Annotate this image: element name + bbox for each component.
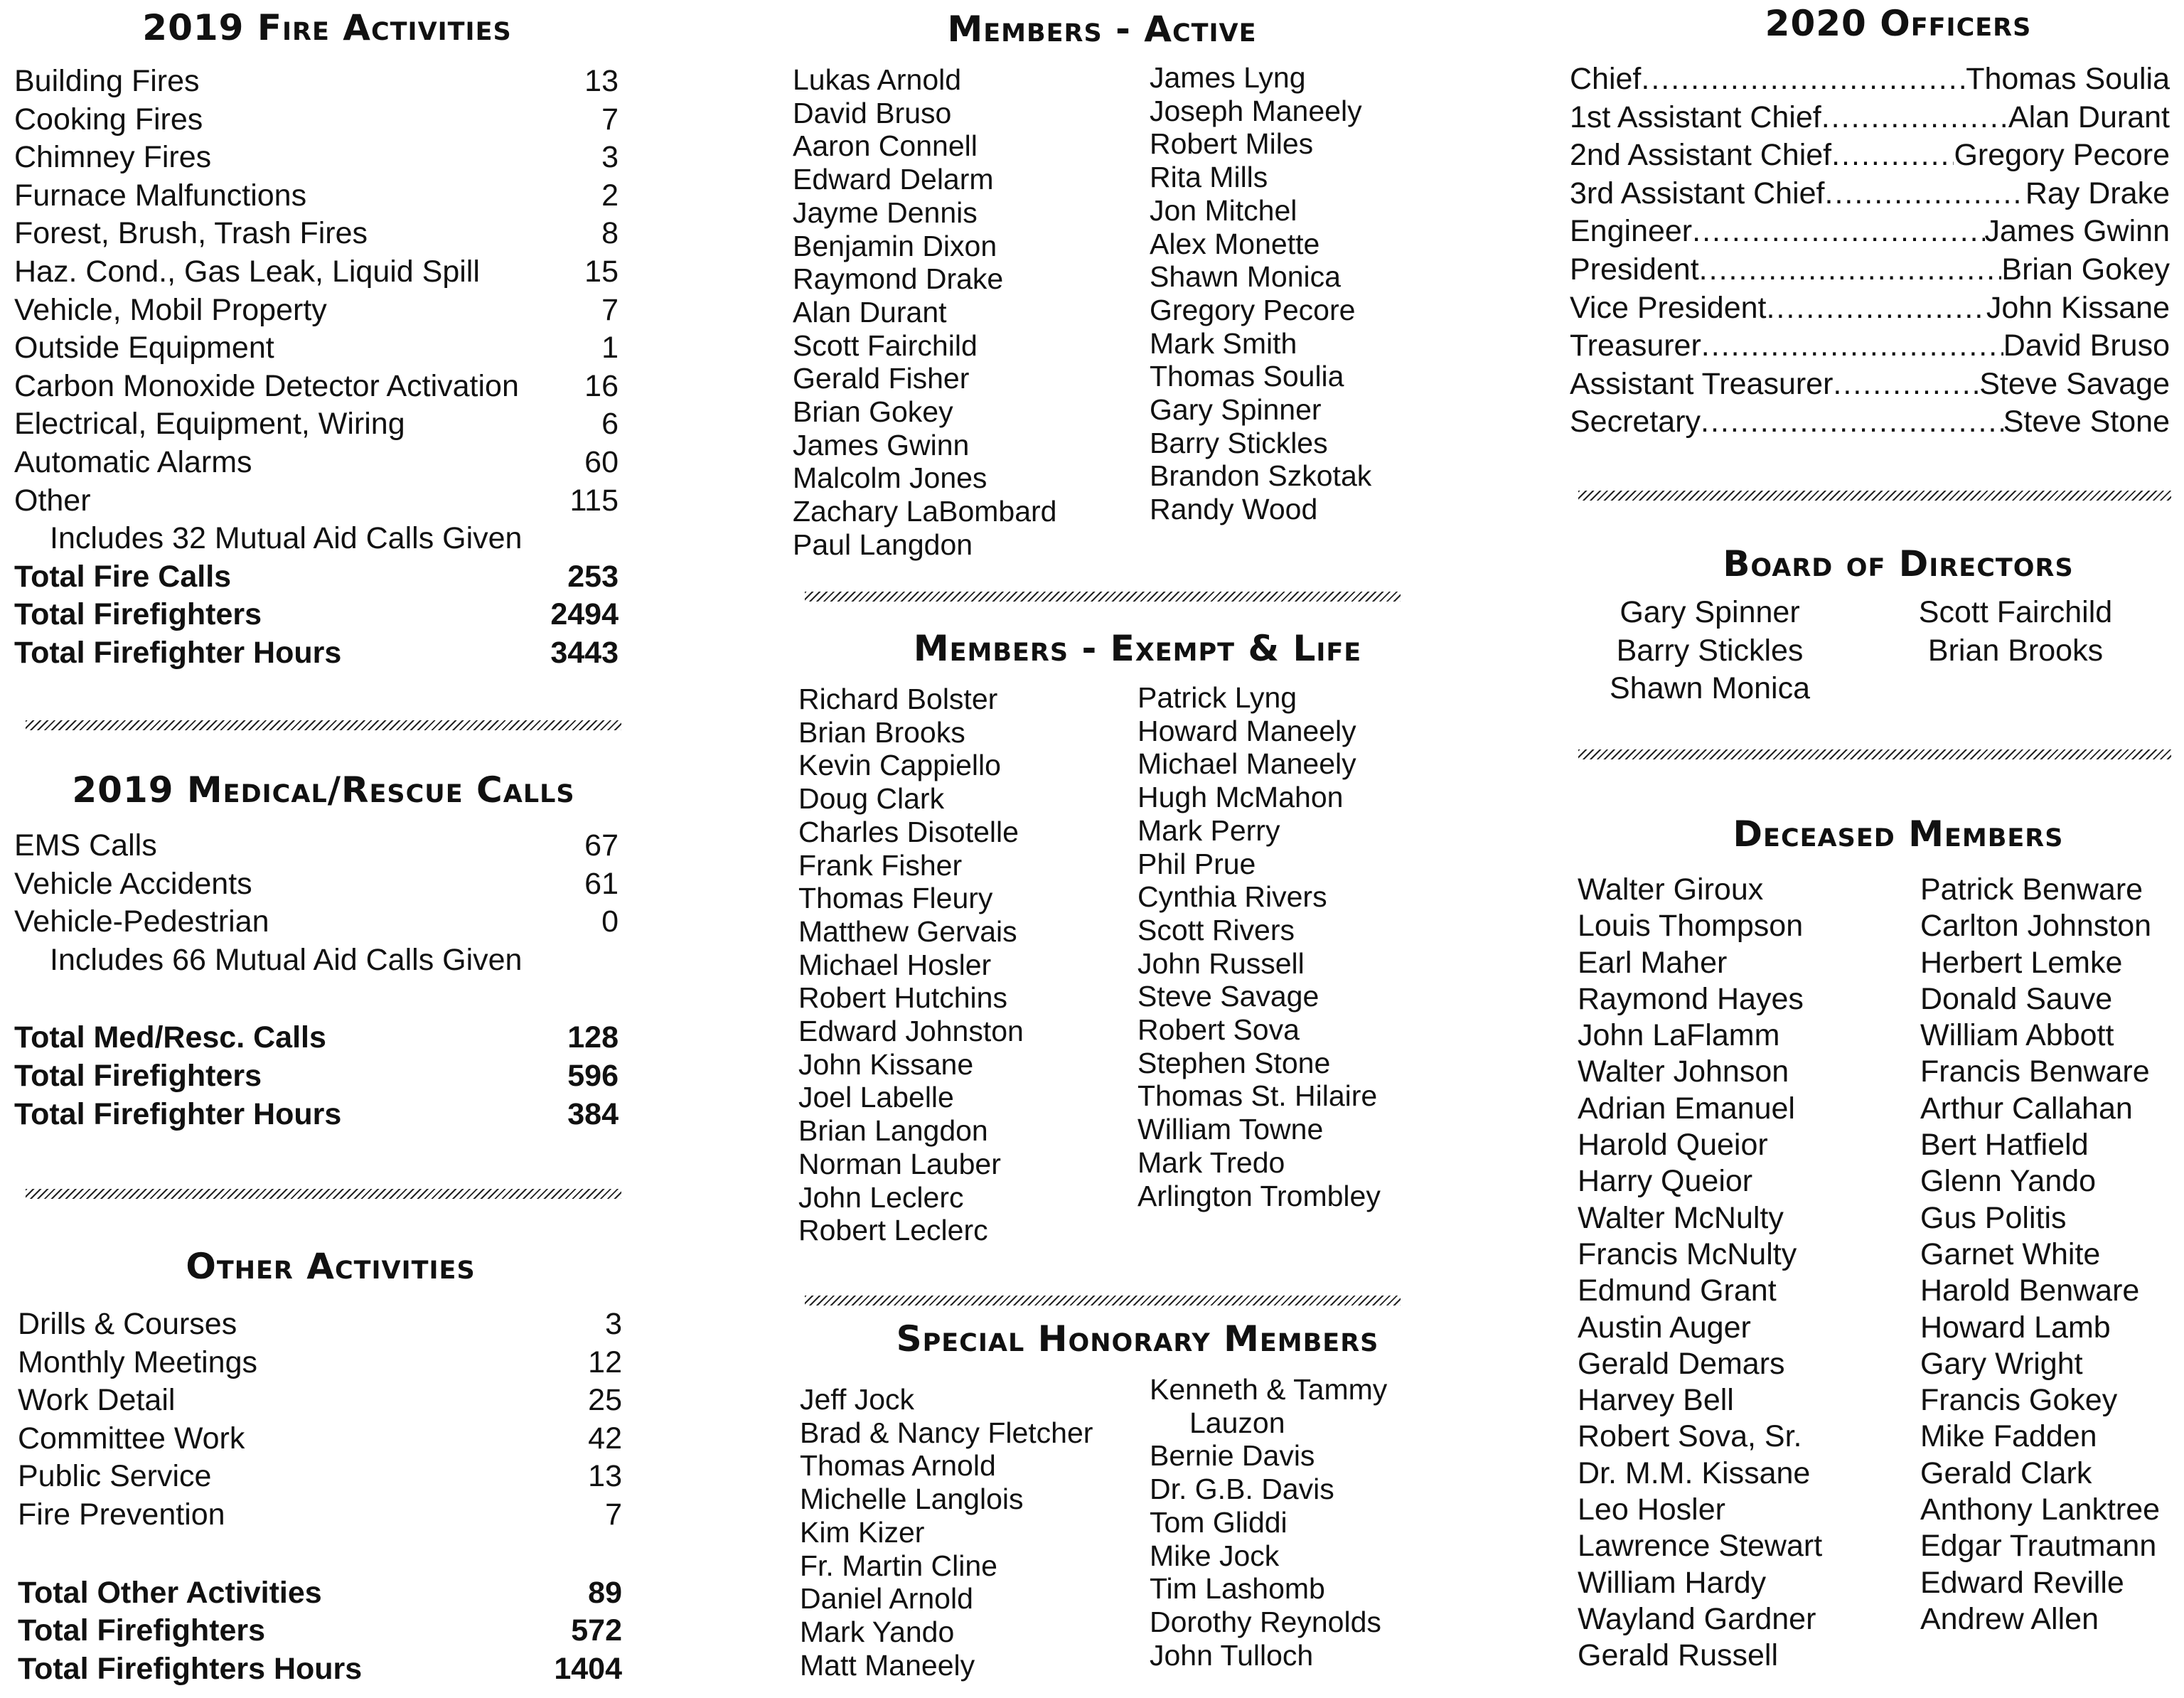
stat-row: [14, 101, 619, 139]
member-name: Daniel Arnold: [800, 1582, 973, 1616]
officer-role: 2nd Assistant Chief: [1570, 138, 1832, 173]
member-name: William Hardy: [1578, 1565, 1767, 1600]
stat-label: Outside Equipment: [14, 331, 274, 365]
member-name: Garnet White: [1920, 1237, 2101, 1271]
member-name: Francis Gokey: [1920, 1383, 2118, 1418]
leader-dots: [1825, 175, 2025, 213]
member-name: Gregory Pecore: [1150, 293, 1356, 326]
member-name: Charles Disotelle: [798, 815, 1019, 848]
officer-row: [1570, 213, 2170, 251]
member-name: Jayme Dennis: [793, 196, 978, 229]
stat-row: [14, 444, 619, 482]
officer-role: 1st Assistant Chief: [1570, 100, 1821, 134]
stat-value: 1: [601, 331, 619, 365]
member-name: Kenneth & Tammy: [1150, 1373, 1388, 1406]
member-name: Gerald Clark: [1920, 1456, 2092, 1490]
section-divider: [805, 592, 1401, 602]
total-row: [18, 1612, 622, 1650]
member-name: John Tulloch: [1150, 1638, 1314, 1672]
member-name: Michael Maneely: [1138, 747, 1356, 781]
stat-row: [14, 368, 619, 406]
member-name: Francis Benware: [1920, 1054, 2150, 1089]
stat-row: [14, 329, 619, 368]
stat-row: [14, 177, 619, 215]
active-members-col2: [1150, 61, 1371, 526]
stat-row: [14, 827, 619, 865]
stat-value: 0: [601, 904, 619, 939]
member-name: Mike Jock: [1150, 1539, 1280, 1572]
officer-name: Steve Stone: [2003, 405, 2170, 439]
member-name: Brian Brooks: [798, 715, 965, 749]
officer-row: [1570, 403, 2170, 442]
stat-value: 3443: [550, 635, 619, 670]
member-name: Kim Kizer: [800, 1515, 925, 1549]
member-name: Dr. G.B. Davis: [1150, 1473, 1334, 1506]
stat-label: Other: [14, 483, 91, 518]
officer-row: [1570, 365, 2170, 404]
stat-label: Building Fires: [14, 64, 200, 98]
member-name: Cynthia Rivers: [1138, 880, 1327, 914]
stat-value: 596: [567, 1058, 619, 1093]
stat-value: 7: [601, 292, 619, 327]
stat-value: 572: [571, 1613, 622, 1648]
member-name: Gary Wright: [1920, 1346, 2083, 1381]
spacer: [14, 979, 619, 1019]
honorary-members-col1: [800, 1383, 1093, 1682]
stat-value: 128: [567, 1020, 619, 1055]
stat-value: 253: [567, 559, 619, 594]
member-name: Zachary LaBombard: [793, 495, 1057, 528]
member-name: Brian Langdon: [798, 1114, 988, 1148]
member-name: Doug Clark: [798, 782, 945, 816]
stat-row: [14, 865, 619, 904]
member-name: Barry Stickles: [1150, 426, 1328, 459]
member-name: Howard Lamb: [1920, 1310, 2111, 1345]
stat-row: [14, 139, 619, 177]
member-name: Tom Gliddi: [1150, 1505, 1288, 1539]
member-name: Harvey Bell: [1578, 1383, 1734, 1418]
officer-row: [1570, 60, 2170, 99]
member-name: Mike Fadden: [1920, 1419, 2097, 1454]
stat-row: [18, 1420, 622, 1458]
member-name: Leo Hosler: [1578, 1493, 1725, 1527]
member-name: Arthur Callahan: [1920, 1091, 2133, 1126]
member-name: John Leclerc: [798, 1180, 964, 1214]
total-row: [14, 1057, 619, 1096]
member-name: Robert Sova: [1138, 1013, 1300, 1047]
member-name: Rita Mills: [1150, 161, 1268, 194]
stat-label: Forest, Brush, Trash Fires: [14, 216, 368, 251]
member-name: Austin Auger: [1578, 1310, 1751, 1345]
member-name: William Abbott: [1920, 1018, 2114, 1053]
member-name: Frank Fisher: [798, 848, 963, 882]
officer-row: [1570, 175, 2170, 213]
stat-value: 6: [601, 407, 619, 442]
officer-role: Assistant Treasurer: [1570, 366, 1834, 401]
officer-name: David Bruso: [2003, 329, 2170, 363]
total-row: [14, 634, 619, 673]
member-name: Walter Johnson: [1578, 1054, 1789, 1089]
member-name: Gerald Fisher: [793, 362, 970, 395]
exempt-members-col1: [798, 683, 1024, 1247]
leader-dots: [1821, 99, 2008, 137]
officer-name: John Kissane: [1986, 290, 2170, 325]
member-name: Robert Miles: [1150, 127, 1314, 161]
member-name: Walter Giroux: [1578, 872, 1764, 907]
officer-role: Treasurer: [1570, 329, 1701, 363]
member-name: William Towne: [1138, 1113, 1324, 1146]
stat-value: 42: [588, 1421, 622, 1456]
member-name: Howard Maneely: [1138, 714, 1356, 747]
stat-row: [14, 903, 619, 941]
member-name: Patrick Benware: [1920, 872, 2143, 907]
member-name: Wayland Gardner: [1578, 1601, 1816, 1636]
member-name: Harry Queior: [1578, 1164, 1753, 1199]
member-name: Matthew Gervais: [798, 914, 1017, 948]
officer-role: Chief: [1570, 62, 1642, 96]
leader-dots: [1641, 60, 1966, 99]
member-name: Randy Wood: [1150, 493, 1318, 526]
stat-row: [14, 405, 619, 444]
director-name: Scott Fairchild: [1918, 595, 2113, 629]
section-divider: [805, 1296, 1401, 1305]
officers-title: 2020 Officers: [1765, 3, 2032, 44]
spacer: [18, 1534, 622, 1574]
member-name: Edgar Trautmann: [1920, 1529, 2157, 1564]
stat-value: 61: [584, 866, 619, 901]
member-name: John Russell: [1138, 946, 1305, 980]
stat-label: EMS Calls: [14, 828, 157, 863]
member-name: Mark Perry: [1138, 813, 1280, 847]
stat-row: [18, 1458, 622, 1496]
member-name: Scott Fairchild: [793, 329, 978, 362]
member-name: Brandon Szkotak: [1150, 459, 1372, 493]
leader-dots: [1701, 327, 2003, 365]
stat-label: Total Firefighters Hours: [18, 1651, 363, 1686]
total-row: [14, 1019, 619, 1057]
stat-value: 13: [588, 1459, 622, 1494]
stat-label: Total Fire Calls: [14, 559, 232, 594]
stat-row: [18, 1382, 622, 1420]
stat-value: 3: [605, 1307, 622, 1341]
member-name: Richard Bolster: [798, 683, 998, 715]
member-name: Robert Leclerc: [798, 1214, 988, 1247]
member-name: Thomas Fleury: [798, 882, 993, 915]
member-name: David Bruso: [793, 96, 952, 129]
member-name: Thomas Arnold: [800, 1449, 996, 1483]
member-name: Brian Gokey: [793, 395, 953, 429]
member-name: Alan Durant: [793, 295, 947, 329]
member-name: Lauzon: [1189, 1406, 1285, 1439]
member-name: Bert Hatfield: [1920, 1128, 2089, 1163]
member-name: Lukas Arnold: [793, 63, 962, 96]
director-name: Shawn Monica: [1609, 671, 1811, 706]
stat-row: [18, 1344, 622, 1382]
board-col2: [1863, 594, 2168, 708]
officer-name: Gregory Pecore: [1954, 138, 2170, 173]
member-name: Carlton Johnston: [1920, 909, 2152, 944]
stat-row: [14, 292, 619, 330]
stat-label: Chimney Fires: [14, 140, 212, 175]
leader-dots: [1701, 403, 2003, 442]
total-row: [14, 1096, 619, 1134]
board-col1: [1557, 594, 1863, 708]
stat-row: [14, 215, 619, 253]
section-divider: [1578, 749, 2171, 759]
stat-label: Total Firefighters: [18, 1613, 266, 1648]
member-name: Paul Langdon: [793, 528, 973, 561]
leader-dots: [1833, 365, 1979, 404]
member-name: John Kissane: [798, 1047, 974, 1081]
stat-label: Total Firefighters: [14, 1058, 262, 1093]
director-name: Brian Brooks: [1927, 633, 2104, 668]
exempt-members-title: Members - Exempt & Life: [913, 628, 1362, 669]
leader-dots: [1699, 251, 2002, 289]
member-name: Andrew Allen: [1920, 1601, 2099, 1636]
member-name: Fr. Martin Cline: [800, 1549, 997, 1582]
stat-value: 89: [588, 1575, 622, 1610]
stat-label: Furnace Malfunctions: [14, 178, 307, 213]
member-name: Adrian Emanuel: [1578, 1091, 1795, 1126]
member-name: Raymond Hayes: [1578, 981, 1804, 1016]
exempt-members-col2: [1138, 681, 1381, 1212]
stat-value: 16: [584, 368, 619, 403]
stat-value: 384: [567, 1096, 619, 1131]
member-name: Lawrence Stewart: [1578, 1529, 1823, 1564]
board-title: Board of Directors: [1723, 543, 2074, 584]
active-members-col1: [793, 63, 1056, 562]
stat-value: 7: [601, 102, 619, 137]
stat-label: Haz. Cond., Gas Leak, Liquid Spill: [14, 254, 480, 289]
member-name: Benjamin Dixon: [793, 229, 997, 262]
officer-row: [1570, 289, 2170, 328]
stat-label: Monthly Meetings: [18, 1345, 257, 1379]
honorary-members-col2: [1150, 1373, 1387, 1672]
stat-value: 115: [569, 483, 619, 518]
member-name: Joseph Maneely: [1150, 94, 1362, 127]
member-name: Louis Thompson: [1578, 909, 1804, 944]
stat-value: 60: [584, 444, 619, 479]
member-name: James Gwinn: [793, 428, 970, 461]
member-name: Earl Maher: [1578, 945, 1728, 980]
stat-value: 2494: [550, 597, 619, 632]
member-name: Patrick Lyng: [1138, 681, 1297, 714]
stat-label: Work Detail: [18, 1383, 176, 1418]
stat-row: [18, 1496, 622, 1534]
honorary-members-title: Special Honorary Members: [896, 1318, 1379, 1360]
stat-value: 8: [601, 216, 619, 251]
member-name: Stephen Stone: [1138, 1046, 1331, 1079]
fire-activities-list: [14, 63, 619, 673]
member-name: Francis McNulty: [1578, 1237, 1797, 1271]
deceased-col1: [1578, 872, 1822, 1675]
member-name: Gus Politis: [1920, 1200, 2067, 1235]
stat-value: 2: [601, 178, 619, 213]
other-activities-list: [18, 1305, 622, 1688]
member-name: Malcolm Jones: [793, 461, 987, 495]
fire-activities-title: 2019 Fire Activities: [142, 7, 512, 48]
member-name: Michelle Langlois: [800, 1483, 1024, 1516]
leader-dots: [1766, 289, 1986, 328]
officer-name: Alan Durant: [2008, 100, 2170, 134]
officer-role: 3rd Assistant Chief: [1570, 176, 1825, 210]
member-name: Alex Monette: [1150, 227, 1320, 260]
member-name: Donald Sauve: [1920, 981, 2113, 1016]
member-name: Phil Prue: [1138, 847, 1256, 880]
member-name: Harold Benware: [1920, 1274, 2140, 1308]
member-name: Scott Rivers: [1138, 913, 1295, 946]
member-name: Norman Lauber: [798, 1147, 1001, 1180]
mutual-aid-note: Includes 32 Mutual Aid Calls Given: [50, 521, 523, 556]
member-name: Thomas Soulia: [1150, 360, 1344, 393]
member-name: Mark Smith: [1150, 326, 1297, 360]
stat-label: Committee Work: [18, 1421, 245, 1456]
member-name: Robert Sova, Sr.: [1578, 1419, 1802, 1454]
officer-role: Engineer: [1570, 214, 1693, 249]
stat-label: Total Med/Resc. Calls: [14, 1020, 326, 1055]
member-name: Thomas St. Hilaire: [1138, 1079, 1378, 1113]
officer-name: Steve Savage: [1979, 366, 2170, 401]
officer-name: Brian Gokey: [2001, 252, 2170, 287]
officer-role: Vice President: [1570, 290, 1767, 325]
active-members-title: Members - Active: [947, 9, 1257, 50]
member-name: Michael Hosler: [798, 948, 992, 981]
member-name: Raymond Drake: [793, 262, 1004, 296]
member-name: Dorothy Reynolds: [1150, 1605, 1381, 1638]
mutual-aid-note: Includes 66 Mutual Aid Calls Given: [50, 942, 523, 977]
stat-label: Cooking Fires: [14, 102, 203, 137]
officer-role: President: [1570, 252, 1699, 287]
member-name: John LaFlamm: [1578, 1018, 1780, 1053]
stat-value: 25: [588, 1383, 622, 1418]
officer-row: [1570, 137, 2170, 175]
stat-label: Fire Prevention: [18, 1497, 225, 1532]
member-name: Glenn Yando: [1920, 1164, 2097, 1199]
section-divider: [26, 720, 621, 730]
stat-value: 3: [601, 140, 619, 175]
member-name: Jon Mitchel: [1150, 193, 1297, 227]
total-row: [14, 596, 619, 634]
member-name: Gerald Russell: [1578, 1638, 1778, 1673]
other-activities-title: Other Activities: [186, 1246, 476, 1287]
member-name: Walter McNulty: [1578, 1200, 1784, 1235]
stat-row: [14, 63, 619, 101]
stat-value: 1404: [554, 1651, 622, 1686]
member-name: Gary Spinner: [1150, 393, 1322, 427]
officer-role: Secretary: [1570, 405, 1701, 439]
member-name: Mark Tredo: [1138, 1146, 1285, 1179]
member-name: Dr. M.M. Kissane: [1578, 1456, 1811, 1490]
member-name: Robert Hutchins: [798, 981, 1007, 1015]
stat-label: Public Service: [18, 1459, 212, 1494]
stat-label: Carbon Monoxide Detector Activation: [14, 368, 519, 403]
deceased-col2: [1920, 872, 2160, 1638]
member-name: Edward Johnston: [798, 1015, 1024, 1048]
officer-name: Thomas Soulia: [1966, 62, 2170, 96]
member-name: Arlington Trombley: [1138, 1179, 1381, 1212]
member-name: Shawn Monica: [1150, 260, 1341, 294]
stat-label: Automatic Alarms: [14, 444, 252, 479]
section-divider: [1578, 491, 2171, 501]
board-names: [1557, 594, 2184, 708]
officers-list: [1570, 60, 2170, 442]
stat-value: 12: [588, 1345, 622, 1379]
stat-value: 7: [605, 1497, 622, 1532]
total-row: [18, 1574, 622, 1613]
member-name: Brad & Nancy Fletcher: [800, 1416, 1093, 1449]
leader-dots: [1831, 137, 1954, 175]
director-name: Gary Spinner: [1620, 595, 1800, 629]
member-name: Mark Yando: [800, 1615, 955, 1648]
medical-calls-list: [14, 827, 619, 1133]
member-name: Bernie Davis: [1150, 1439, 1315, 1473]
total-row: [18, 1650, 622, 1689]
member-name: Kevin Cappiello: [798, 749, 1001, 782]
member-name: Edmund Grant: [1578, 1274, 1777, 1308]
member-name: Matt Maneely: [800, 1648, 975, 1682]
member-name: Hugh McMahon: [1138, 781, 1344, 814]
stat-label: Total Firefighter Hours: [14, 1096, 342, 1131]
officer-row: [1570, 99, 2170, 137]
member-name: Harold Queior: [1578, 1128, 1768, 1163]
stat-row: [14, 482, 619, 520]
stat-label: Vehicle, Mobil Property: [14, 292, 327, 327]
medical-calls-title: 2019 Medical/Rescue Calls: [72, 769, 575, 811]
total-row: [14, 558, 619, 597]
stat-label: Total Firefighters: [14, 597, 262, 632]
stat-label: Electrical, Equipment, Wiring: [14, 407, 405, 442]
stat-label: Total Other Activities: [18, 1575, 322, 1610]
member-name: Joel Labelle: [798, 1081, 954, 1114]
stat-row: [18, 1305, 622, 1344]
stat-value: 13: [584, 64, 619, 98]
member-name: Edward Delarm: [793, 163, 994, 196]
member-name: Anthony Lanktree: [1920, 1493, 2161, 1527]
stat-value: 67: [584, 828, 619, 863]
member-name: Edward Reville: [1920, 1565, 2124, 1600]
member-name: Jeff Jock: [800, 1383, 915, 1416]
stat-label: Vehicle Accidents: [14, 866, 252, 901]
member-name: Tim Lashomb: [1150, 1572, 1325, 1606]
officer-row: [1570, 327, 2170, 365]
director-name: Barry Stickles: [1616, 633, 1804, 668]
member-name: James Lyng: [1150, 61, 1306, 94]
officer-name: James Gwinn: [1984, 214, 2170, 249]
stat-row: [14, 253, 619, 292]
officer-name: Ray Drake: [2025, 176, 2170, 210]
officer-row: [1570, 251, 2170, 289]
leader-dots: [1692, 213, 1984, 251]
deceased-title: Deceased Members: [1733, 813, 2064, 855]
stat-label: Drills & Courses: [18, 1307, 237, 1341]
member-name: Aaron Connell: [793, 129, 978, 163]
member-name: Gerald Demars: [1578, 1346, 1785, 1381]
stat-label: Vehicle-Pedestrian: [14, 904, 269, 939]
stat-value: 15: [584, 254, 619, 289]
member-name: Steve Savage: [1138, 980, 1320, 1013]
section-divider: [26, 1189, 621, 1199]
member-name: Herbert Lemke: [1920, 945, 2123, 980]
stat-label: Total Firefighter Hours: [14, 635, 342, 670]
